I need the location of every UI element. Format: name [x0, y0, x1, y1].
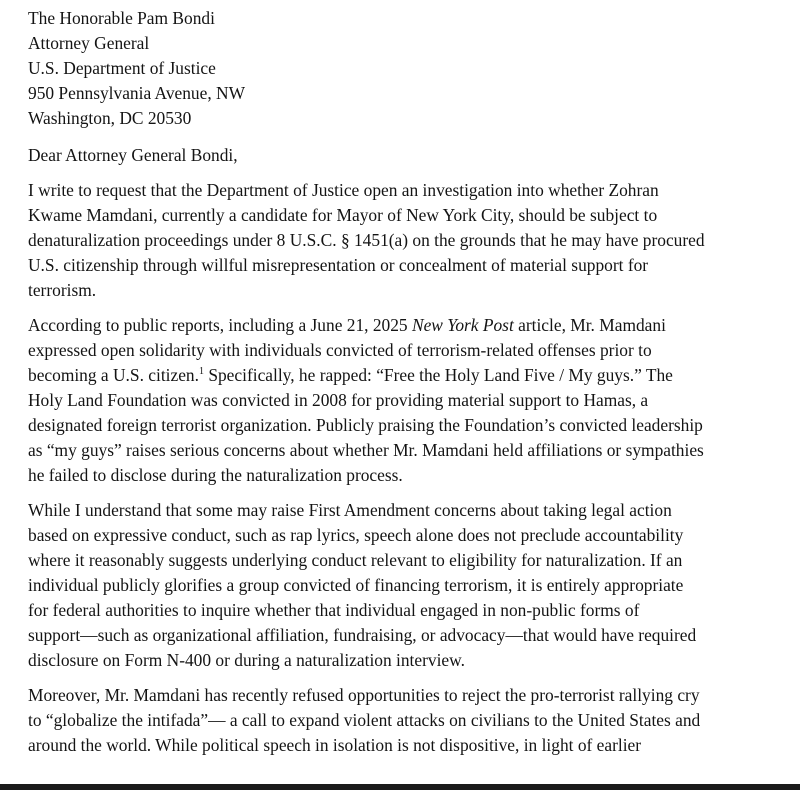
paragraph-line: U.S. citizenship through willful misrepresentation or concealment of material support for: [28, 255, 649, 275]
address-line: Attorney General: [28, 33, 150, 53]
address-line: 950 Pennsylvania Avenue, NW: [28, 83, 246, 103]
paragraph-moreover: [28, 683, 784, 758]
salutation: Dear Attorney General Bondi,: [28, 145, 238, 165]
paragraph-line: based on expressive conduct, such as rap lyrics, speech alone does not preclude accountability: [28, 525, 684, 545]
paragraph-public-reports: [28, 313, 784, 488]
address-line: The Honorable Pam Bondi: [28, 8, 215, 28]
paragraph-line: expressed open solidarity with individuals convicted of terrorism-related offenses prior to: [28, 340, 652, 360]
paragraph-line: for federal authorities to inquire whether that individual engaged in non-public forms of: [28, 600, 640, 620]
footnote-marker: 1: [198, 366, 204, 377]
paragraph-line: to “globalize the intifada”— a call to expand violent attacks on civilians to the United States and: [28, 710, 701, 730]
paragraph-request: [28, 178, 784, 303]
paragraph-line: [28, 363, 784, 388]
paragraph-line: [28, 313, 784, 338]
paragraph-line: denaturalization proceedings under 8 U.S.C. § 1451(a) on the grounds that he may have procured: [28, 230, 705, 250]
publication-name: New York Post: [411, 315, 514, 335]
paragraph-line: Moreover, Mr. Mamdani has recently refused opportunities to reject the pro-terrorist rallying cry: [28, 685, 700, 705]
address-line: U.S. Department of Justice: [28, 58, 216, 78]
line-text: article, Mr. Mamdani: [513, 315, 666, 335]
paragraph-line: support—such as organizational affiliation, fundraising, or advocacy—that would have required: [28, 625, 697, 645]
paragraph-line: I write to request that the Department of Justice open an investigation into whether Zohran: [28, 180, 659, 200]
paragraph-line: as “my guys” raises serious concerns about whether Mr. Mamdani held affiliations or sympathies: [28, 440, 704, 460]
page-bottom-border: [0, 784, 800, 790]
line-text: According to public reports, including a June 21, 2025: [28, 315, 412, 335]
paragraph-line: he failed to disclose during the naturalization process.: [28, 465, 403, 485]
paragraph-line: individual publicly glorifies a group convicted of financing terrorism, it is entirely appropriate: [28, 575, 684, 595]
paragraph-line: designated foreign terrorist organization. Publicly praising the Foundation’s convicted leadership: [28, 415, 703, 435]
paragraph-line: disclosure on Form N-400 or during a naturalization interview.: [28, 650, 465, 670]
paragraph-line: While I understand that some may raise First Amendment concerns about taking legal action: [28, 500, 672, 520]
paragraph-first-amendment: [28, 498, 784, 673]
paragraph-line: Holy Land Foundation was convicted in 2008 for providing material support to Hamas, a: [28, 390, 649, 410]
line-text: Specifically, he rapped: “Free the Holy Land Five / My guys.” The: [203, 365, 673, 385]
line-text: becoming a U.S. citizen.: [28, 365, 199, 385]
letter-document: [28, 6, 784, 758]
paragraph-line: Kwame Mamdani, currently a candidate for Mayor of New York City, should be subject to: [28, 205, 658, 225]
paragraph-line: where it reasonably suggests underlying conduct relevant to eligibility for naturalization. If an: [28, 550, 683, 570]
paragraph-line: terrorism.: [28, 280, 97, 300]
address-line: Washington, DC 20530: [28, 108, 192, 128]
recipient-address: [28, 6, 784, 131]
paragraph-line: around the world. While political speech in isolation is not dispositive, in light of earlier: [28, 735, 642, 755]
